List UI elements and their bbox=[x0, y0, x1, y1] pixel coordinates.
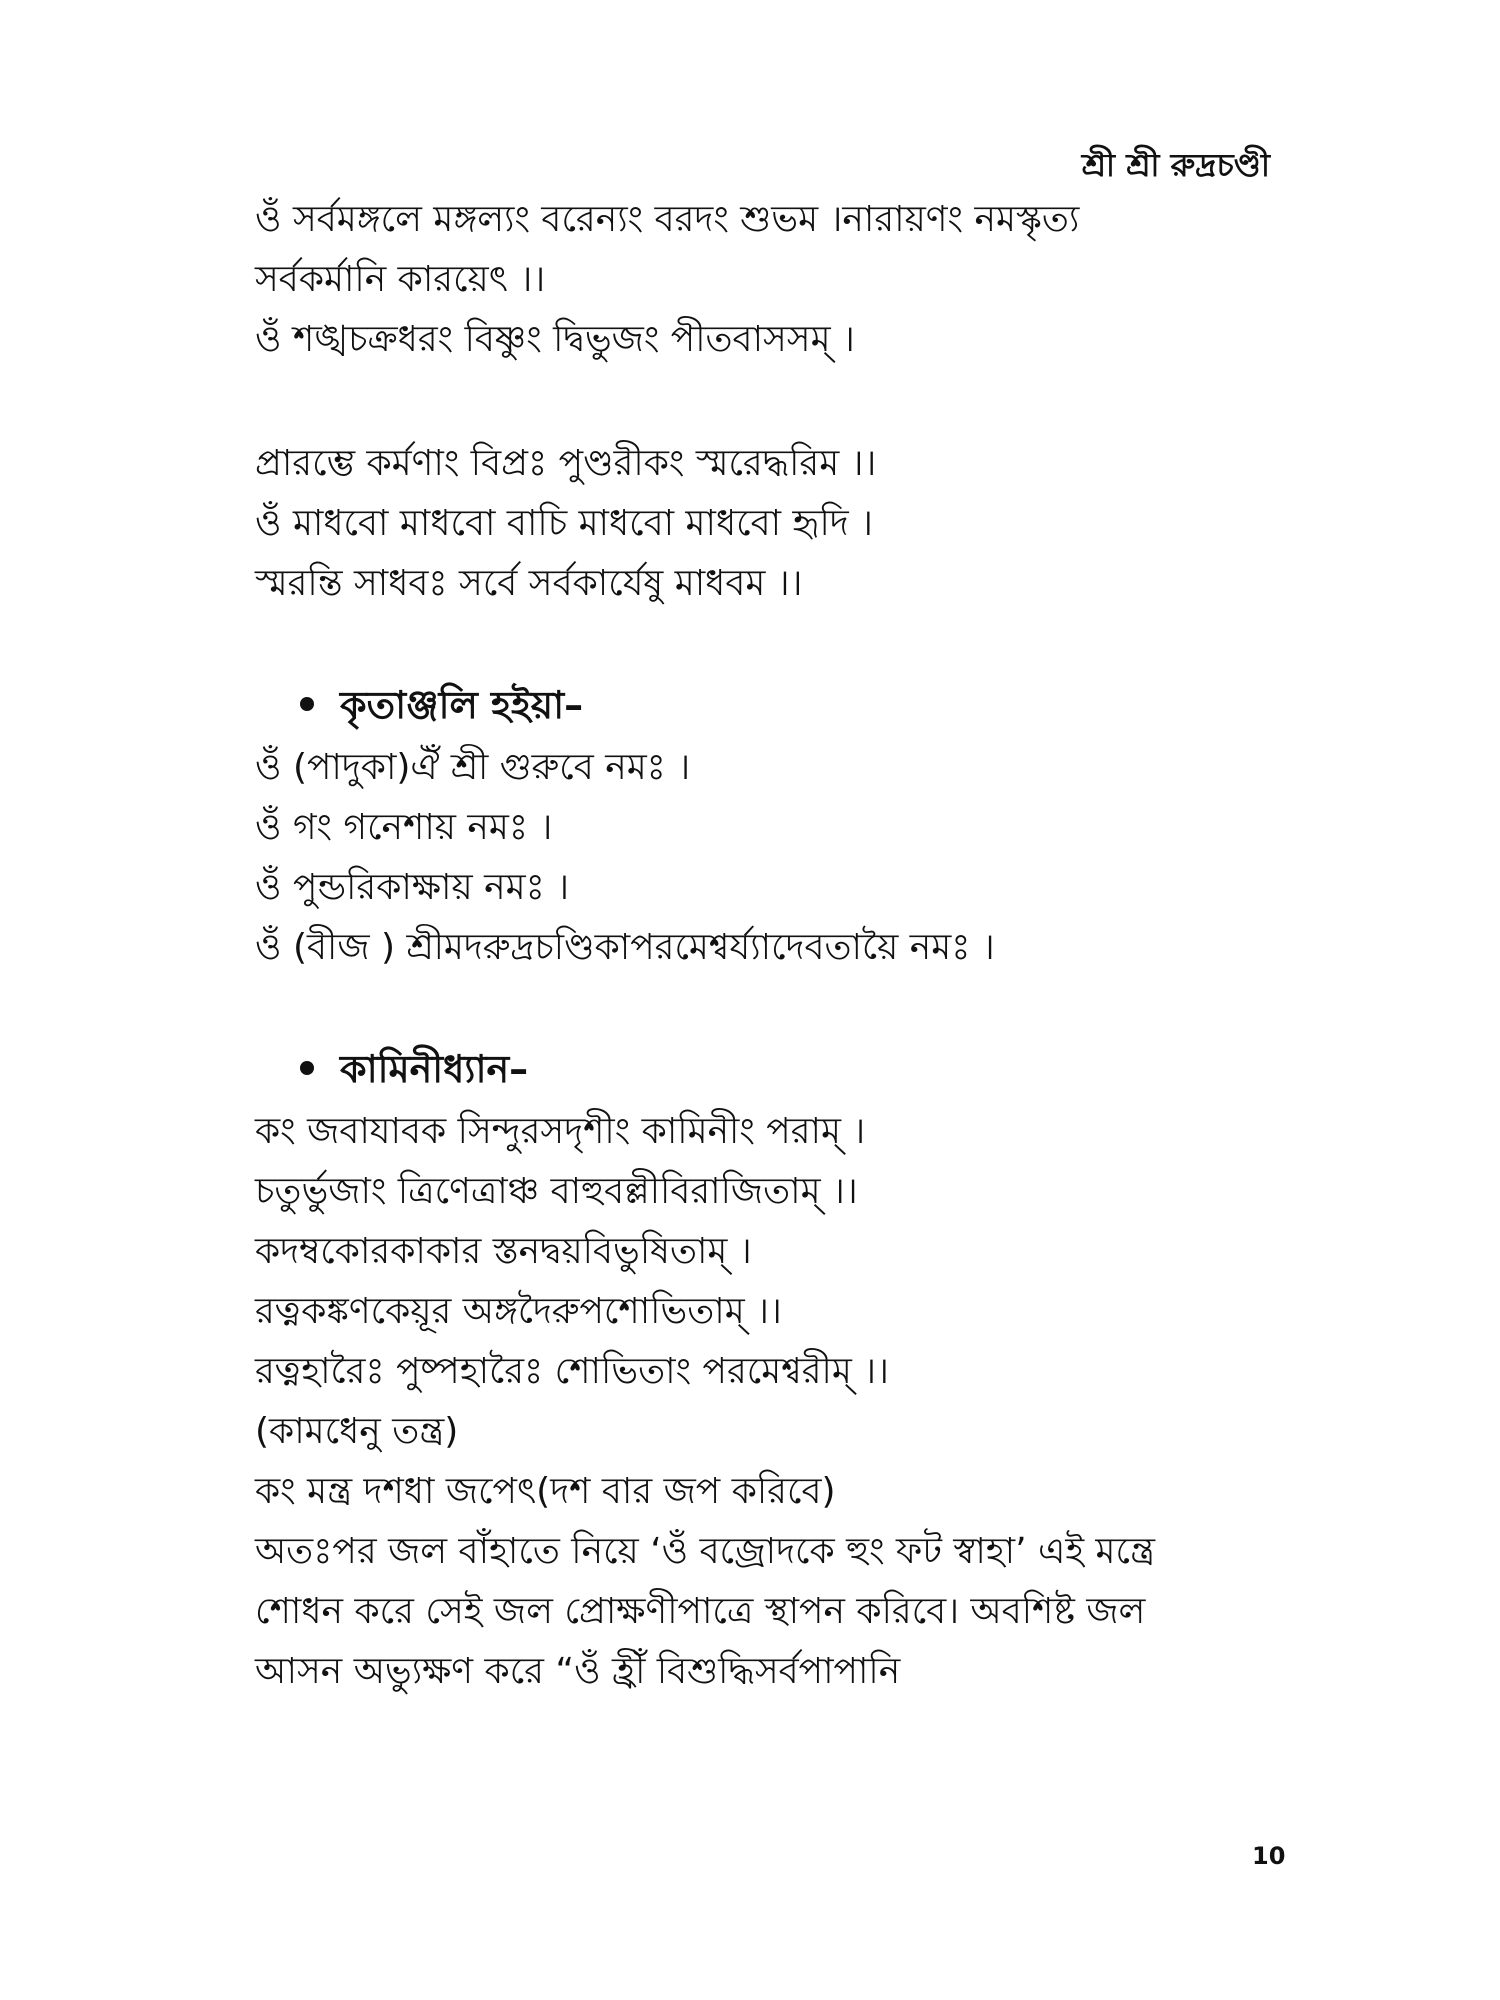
bullet-icon bbox=[300, 697, 314, 711]
verse-block-2 bbox=[255, 434, 1275, 614]
verse-line: ওঁ সর্বমঙ্গলে মঙ্গল্যং বরেন্যং বরদং শুভম ।নারায়ণং নমস্কৃত্য bbox=[255, 199, 1080, 240]
verse-line: ওঁ মাধবো মাধবো বাচি মাধবো মাধবো হৃদি । bbox=[255, 503, 873, 544]
section-heading-text: কামিনীধ্যান– bbox=[340, 1047, 529, 1091]
section-kritanjali bbox=[255, 672, 1275, 978]
page-number: 10 bbox=[1252, 1842, 1286, 1870]
spacer bbox=[255, 978, 1275, 1036]
spacer bbox=[255, 370, 1275, 434]
mantra-line: কদম্বকোরকাকার স্তনদ্বয়বিভুষিতাম্ । bbox=[255, 1231, 752, 1272]
mantra-line: রত্নকঙ্কণকেয়ূর অঙ্গদৈরুপশোভিতাম্ ।। bbox=[255, 1291, 782, 1332]
bullet-icon bbox=[300, 1061, 314, 1075]
verse-line: ওঁ শঙ্খচক্রধরং বিষ্ণুং দ্বিভুজং পীতবাসসম্ । bbox=[255, 319, 855, 360]
section-heading-text: কৃতাঞ্জলি হইয়া– bbox=[340, 683, 584, 727]
section-kamini-dhyan bbox=[255, 1036, 1275, 1702]
verse-line: প্রারম্ভে কর্মণাং বিপ্রঃ পুণ্ডরীকং স্মরেদ্ধরিম ।। bbox=[255, 443, 877, 484]
page-body bbox=[255, 190, 1275, 1702]
verse-line: স্মরন্তি সাধবঃ সর্বে সর্বকার্যেষু মাধবম ।। bbox=[255, 563, 803, 604]
mantra-line: রত্নহারৈঃ পুষ্পহারৈঃ শোভিতাং পরমেশ্বরীম্ ।। bbox=[255, 1351, 890, 1392]
mantra-line: ওঁ (বীজ ) শ্রীমদরুদ্রচণ্ডিকাপরমেশ্বর্য্যাদেবতায়ৈ নমঃ । bbox=[255, 927, 995, 968]
mantra-line: কং জবাযাবক সিন্দুরসদৃশীং কামিনীং পরাম্ । bbox=[255, 1111, 866, 1152]
source-citation: (কামধেনু তন্ত্র) bbox=[255, 1411, 459, 1452]
spacer bbox=[255, 614, 1275, 672]
instruction-line: আসন অভ্যুক্ষণ করে “ওঁ হ্রীঁ বিশুদ্ধিসর্বপাপানি bbox=[255, 1651, 901, 1692]
mantra-line: চতুর্ভুজাং ত্রিণেত্রাঞ্চ বাহুবল্লীবিরাজিতাম্ ।। bbox=[255, 1171, 858, 1212]
instruction-line: অতঃপর জল বাঁহাতে নিয়ে ‘ওঁ বজ্রোদকে হুং ফট স্বাহা’ এই মন্ত্রে bbox=[255, 1531, 1156, 1572]
verse-block-1 bbox=[255, 190, 1275, 370]
mantra-line: ওঁ (পাদুকা)ঐঁ শ্রী গুরুবে নমঃ । bbox=[255, 747, 691, 788]
mantra-line: ওঁ গং গনেশায় নমঃ । bbox=[255, 807, 553, 848]
instruction-line: শোধন করে সেই জল প্রোক্ষণীপাত্রে স্থাপন করিবে। অবশিষ্ট জল bbox=[255, 1591, 1146, 1632]
running-header: শ্রী শ্রী রুদ্রচণ্ডী bbox=[1081, 146, 1270, 184]
mantra-line: ওঁ পুন্ডরিকাক্ষায় নমঃ । bbox=[255, 867, 570, 908]
section-heading bbox=[255, 1036, 1275, 1102]
section-heading bbox=[255, 672, 1275, 738]
verse-line: সর্বকর্মানি কারয়েৎ ।। bbox=[255, 259, 546, 300]
instruction-line: কং মন্ত্র দশধা জপেৎ(দশ বার জপ করিবে) bbox=[255, 1471, 836, 1512]
